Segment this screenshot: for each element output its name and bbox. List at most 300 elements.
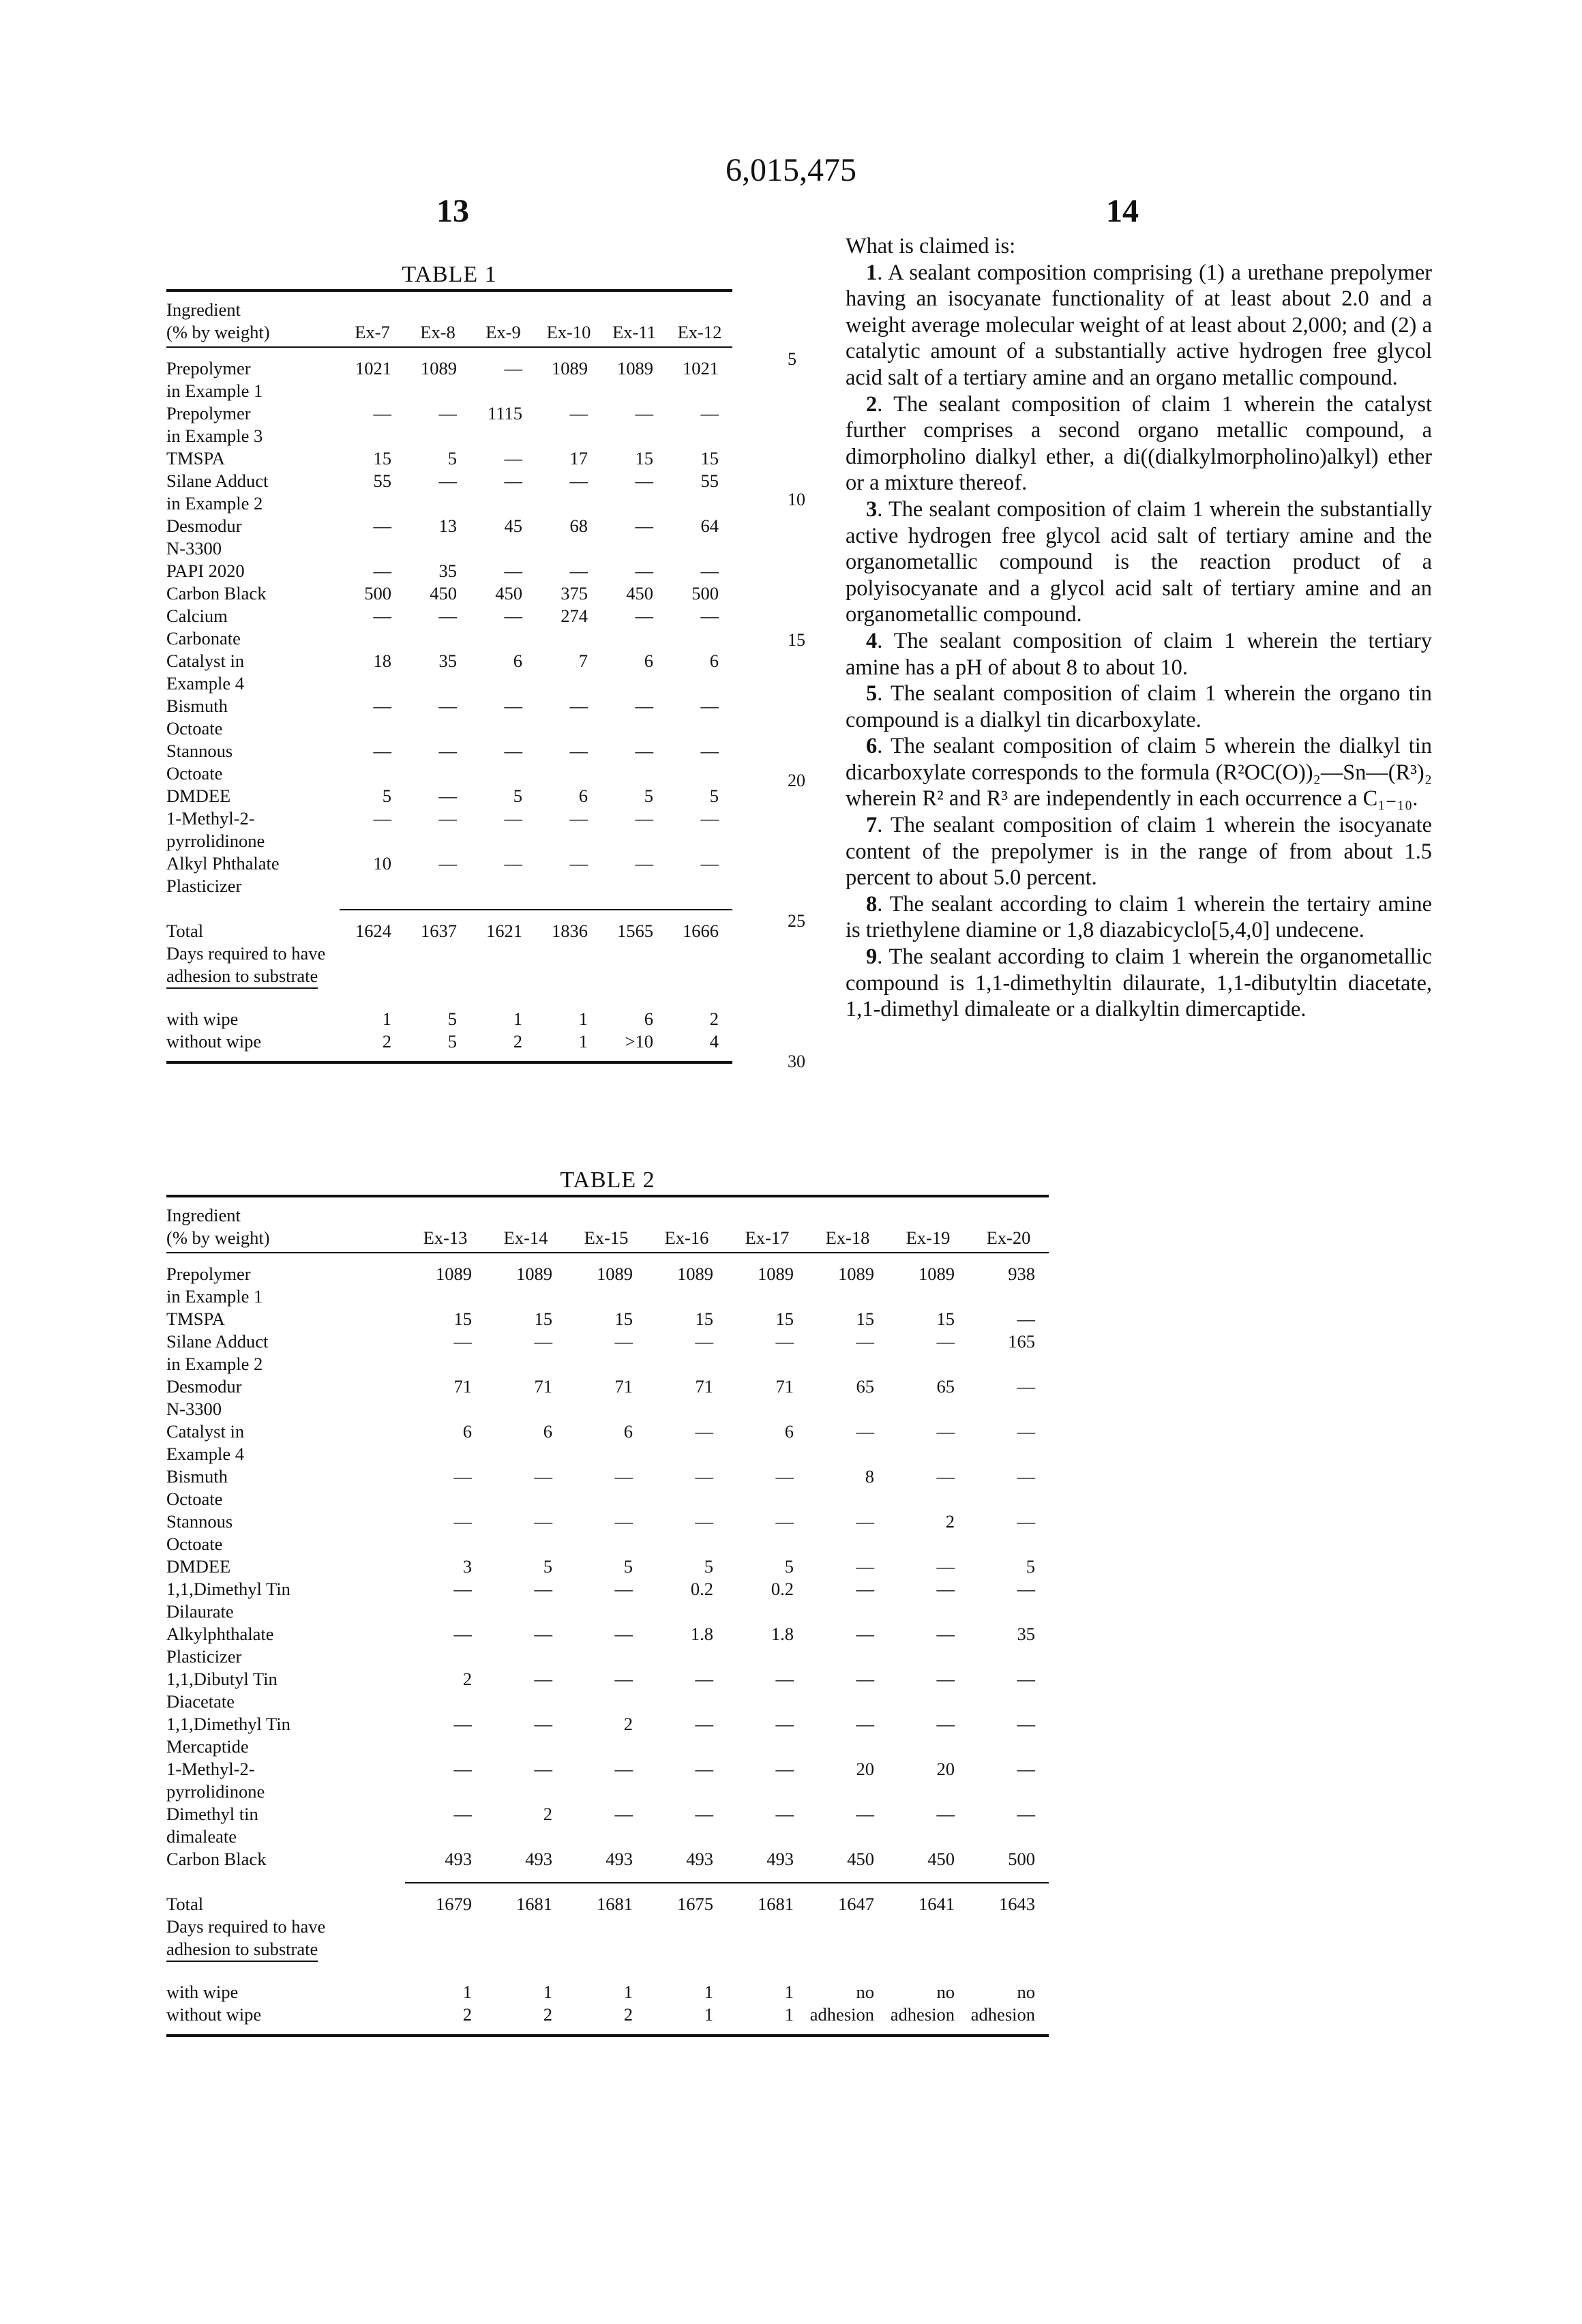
table-cell: — — [888, 1668, 968, 1713]
spacer-row — [166, 1971, 1049, 1981]
claim-separator: . — [877, 392, 893, 417]
wipe-cell: 1 — [646, 2003, 727, 2036]
table-cell: — — [471, 470, 536, 515]
table-cell: — — [536, 402, 601, 447]
wipe-cell: >10 — [601, 1030, 667, 1062]
days-label — [166, 942, 340, 989]
table-cell: — — [405, 470, 471, 515]
table-cell: — — [405, 1465, 486, 1510]
line-number: 5 — [788, 349, 796, 370]
table-cell: 45 — [471, 515, 536, 560]
table-cell: — — [888, 1578, 968, 1623]
table2 — [166, 1195, 1049, 2037]
rule-cell — [601, 897, 667, 910]
claim-text: The sealant according to claim 1 wherein the organometallic compound is 1,1-dimethyltin dilaurate, 1,1-dibutyltin diacetate, 1,1-dimethyl dimaleate or a dialkyltin dimercaptide. — [846, 944, 1432, 1022]
table-cell: 2 — [405, 1668, 486, 1713]
row-label-line: Calcium — [166, 605, 340, 627]
row-label-line: Octoate — [166, 717, 340, 740]
spacer-cell — [166, 1962, 1049, 1971]
page-number-right: 14 — [1106, 192, 1139, 230]
row-label-line: DMDEE — [166, 785, 340, 807]
table-cell: 1089 — [888, 1263, 968, 1308]
row-label — [166, 852, 340, 897]
row-label-line: Dimethyl tin — [166, 1803, 405, 1826]
table-cell: — — [536, 852, 601, 897]
table-cell: — — [968, 1713, 1049, 1758]
spacer-row — [166, 897, 732, 910]
table-cell: — — [727, 1758, 807, 1803]
table-cell: 55 — [667, 470, 732, 515]
claim-text: The sealant composition of claim 1 wherein the catalyst further comprises a second organo metallic compound, a dimorpholino dialkyl ether, a di((dialkylmorpholino)alkyl) ether or a mixture thereof. — [846, 392, 1432, 496]
table-cell: 10 — [340, 852, 405, 897]
rule-cell — [667, 897, 732, 910]
table-cell: — — [968, 1375, 1049, 1420]
row-label-line: Example 4 — [166, 1443, 405, 1465]
table-cell: 938 — [968, 1263, 1049, 1308]
claim — [846, 891, 1432, 944]
table-cell: — — [486, 1668, 566, 1713]
table-cell: 15 — [405, 1308, 486, 1330]
table-cell: 450 — [471, 582, 536, 605]
column-header: Ex-12 — [667, 290, 732, 347]
claim — [846, 496, 1432, 628]
row-label-line: Plasticizer — [166, 1645, 405, 1668]
table-cell: — — [646, 1803, 727, 1848]
table-cell: — — [601, 852, 667, 897]
wipe-cell: 1 — [536, 1030, 601, 1062]
claim — [846, 733, 1432, 812]
wipe-cell: no — [888, 1981, 968, 2003]
row-label-line: TMSPA — [166, 447, 340, 470]
table-cell: 15 — [566, 1308, 646, 1330]
table1 — [166, 289, 732, 1064]
spacer-cell — [166, 1971, 1049, 1981]
patent-number: 6,015,475 — [0, 151, 1582, 189]
row-label-line: 1,1,Dimethyl Tin — [166, 1713, 405, 1735]
row-label — [166, 650, 340, 695]
table-cell: — — [471, 357, 536, 402]
table-cell: 450 — [807, 1848, 888, 1871]
row-label-line: DMDEE — [166, 1555, 405, 1578]
table-cell: 500 — [968, 1848, 1049, 1871]
wipe-cell: 2 — [667, 1008, 732, 1030]
table-cell: — — [807, 1330, 888, 1375]
row-label-line: Alkyl Phthalate — [166, 852, 340, 875]
row-label — [166, 1375, 405, 1420]
empty-cell — [486, 1916, 566, 1962]
table-cell: — — [888, 1330, 968, 1375]
column-header: Ex-18 — [807, 1196, 888, 1253]
claim-separator: . — [877, 944, 889, 969]
table-cell: — — [601, 515, 667, 560]
table-cell: — — [536, 695, 601, 740]
table-cell: — — [405, 785, 471, 807]
row-label-line: 1,1,Dimethyl Tin — [166, 1578, 405, 1600]
row-label-line: Diacetate — [166, 1690, 405, 1713]
spacer-row — [166, 1883, 1049, 1893]
total-label: Total — [166, 920, 340, 942]
table-row — [166, 402, 732, 447]
rule-cell — [888, 1871, 968, 1883]
table-cell: 17 — [536, 447, 601, 470]
total-cell: 1681 — [566, 1893, 646, 1916]
table-cell: — — [646, 1758, 727, 1803]
row-label-line: Desmodur — [166, 1375, 405, 1398]
table-cell: 71 — [646, 1375, 727, 1420]
column-header: Ex-10 — [536, 290, 601, 347]
table-cell: — — [646, 1330, 727, 1375]
table-cell: — — [727, 1465, 807, 1510]
table-cell: 7 — [536, 650, 601, 695]
table-cell: — — [536, 470, 601, 515]
ingredient-header — [166, 290, 340, 347]
spacer-row — [166, 998, 732, 1008]
line-number: 10 — [788, 490, 805, 510]
table-row — [166, 695, 732, 740]
row-label — [166, 1623, 405, 1668]
table-cell: — — [536, 807, 601, 852]
table-cell: 493 — [405, 1848, 486, 1871]
row-label — [166, 1555, 405, 1578]
row-label-line: Plasticizer — [166, 875, 340, 897]
table-cell: — — [667, 402, 732, 447]
claim — [846, 628, 1432, 681]
wipe-cell: 6 — [601, 1008, 667, 1030]
rule-cell — [486, 1871, 566, 1883]
table-row — [166, 582, 732, 605]
table-cell: — — [807, 1623, 888, 1668]
wipe-label: without wipe — [166, 2003, 405, 2036]
table-cell: 20 — [807, 1758, 888, 1803]
spacer-row — [166, 1871, 1049, 1883]
table-cell: 500 — [340, 582, 405, 605]
table-cell: 1089 — [727, 1263, 807, 1308]
empty-cell — [566, 1916, 646, 1962]
claim-text: The sealant composition of claim 1 wherein the tertiary amine has a pH of about 8 to about 10. — [846, 629, 1432, 680]
column-header: Ex-13 — [405, 1196, 486, 1253]
empty-cell — [667, 942, 732, 989]
row-label-line: Prepolymer — [166, 357, 340, 380]
table-cell: 5 — [667, 785, 732, 807]
table-cell: 15 — [888, 1308, 968, 1330]
row-label-line: TMSPA — [166, 1308, 405, 1330]
row-label-line: Bismuth — [166, 1465, 405, 1488]
spacer-cell — [166, 897, 340, 910]
empty-cell — [888, 1916, 968, 1962]
rule-cell — [807, 1871, 888, 1883]
claim-number: 5 — [866, 681, 877, 706]
table-row — [166, 785, 732, 807]
spacer-row — [166, 989, 732, 998]
table-cell: 5 — [405, 447, 471, 470]
total-cell: 1624 — [340, 920, 405, 942]
row-label-line: 1,1,Dibutyl Tin — [166, 1668, 405, 1690]
empty-cell — [536, 942, 601, 989]
table-cell: 6 — [471, 650, 536, 695]
table-row — [166, 1465, 1049, 1510]
row-label-line: in Example 3 — [166, 425, 340, 447]
wipe-label: without wipe — [166, 1030, 340, 1062]
table-cell: 1089 — [646, 1263, 727, 1308]
row-label — [166, 447, 340, 470]
table-row — [166, 1848, 1049, 1871]
rule-cell — [471, 897, 536, 910]
table-cell: — — [566, 1668, 646, 1713]
table-cell: 5 — [566, 1555, 646, 1578]
wipe-cell: 1 — [486, 1981, 566, 2003]
claims-section — [846, 233, 1432, 1023]
row-label-line: Alkylphthalate — [166, 1623, 405, 1645]
table-cell: — — [471, 852, 536, 897]
table-cell: 71 — [486, 1375, 566, 1420]
row-label-line: Silane Adduct — [166, 1330, 405, 1353]
table-cell: 5 — [968, 1555, 1049, 1578]
table-cell: 1115 — [471, 402, 536, 447]
table-cell: — — [405, 605, 471, 650]
table-cell: — — [807, 1420, 888, 1465]
table-cell: 15 — [601, 447, 667, 470]
table-row — [166, 357, 732, 402]
table-row — [166, 605, 732, 650]
total-row — [166, 920, 732, 942]
row-label — [166, 1330, 405, 1375]
wipe-cell: 1 — [471, 1008, 536, 1030]
table-cell: 5 — [486, 1555, 566, 1578]
table-cell: — — [405, 1803, 486, 1848]
total-cell: 1565 — [601, 920, 667, 942]
table-cell: — — [601, 807, 667, 852]
wipe-cell: 2 — [471, 1030, 536, 1062]
table-cell: — — [807, 1578, 888, 1623]
table-cell: — — [807, 1668, 888, 1713]
table-cell: — — [340, 740, 405, 785]
without-wipe-row — [166, 1030, 732, 1062]
claim-separator: . — [877, 497, 889, 522]
table-cell: 1021 — [340, 357, 405, 402]
table-cell: — — [727, 1510, 807, 1555]
table-cell: — — [566, 1623, 646, 1668]
table-cell: — — [601, 560, 667, 582]
column-header: Ex-17 — [727, 1196, 807, 1253]
row-label — [166, 515, 340, 560]
table-cell: 6 — [601, 650, 667, 695]
wipe-cell: 1 — [566, 1981, 646, 2003]
total-cell: 1675 — [646, 1893, 727, 1916]
table-cell: — — [968, 1420, 1049, 1465]
table-cell: — — [888, 1623, 968, 1668]
table-cell: 6 — [566, 1420, 646, 1465]
table-cell: 64 — [667, 515, 732, 560]
table-cell: 15 — [807, 1308, 888, 1330]
rule-cell — [405, 1871, 486, 1883]
row-label — [166, 1420, 405, 1465]
row-label-line: in Example 1 — [166, 1285, 405, 1308]
table-cell: 18 — [340, 650, 405, 695]
table-row — [166, 807, 732, 852]
wipe-cell: 2 — [486, 2003, 566, 2036]
table-cell: — — [601, 402, 667, 447]
row-label-line: 1-Methyl-2- — [166, 807, 340, 830]
table-cell: — — [888, 1420, 968, 1465]
rule-cell — [405, 897, 471, 910]
wipe-cell: 1 — [536, 1008, 601, 1030]
claim-number: 9 — [866, 944, 877, 969]
table-cell: 8 — [807, 1465, 888, 1510]
column-header: Ex-20 — [968, 1196, 1049, 1253]
table-cell: 274 — [536, 605, 601, 650]
spacer-row — [166, 910, 732, 920]
empty-cell — [340, 942, 405, 989]
table-cell: 15 — [727, 1308, 807, 1330]
row-label-line: Octoate — [166, 762, 340, 785]
table-cell: 493 — [566, 1848, 646, 1871]
ingredient-header-line: (% by weight) — [166, 1227, 405, 1249]
rule-cell — [536, 897, 601, 910]
table-row — [166, 1623, 1049, 1668]
line-number: 20 — [788, 771, 805, 791]
days-label-row — [166, 1916, 1049, 1962]
table-cell: — — [340, 560, 405, 582]
table-row — [166, 1375, 1049, 1420]
table-row — [166, 1555, 1049, 1578]
column-header: Ex-15 — [566, 1196, 646, 1253]
table-cell: 6 — [727, 1420, 807, 1465]
table-cell: — — [405, 695, 471, 740]
row-label-line: in Example 2 — [166, 1353, 405, 1375]
table-cell: — — [471, 447, 536, 470]
table-cell: — — [667, 605, 732, 650]
column-header: Ex-14 — [486, 1196, 566, 1253]
table-cell: — — [888, 1803, 968, 1848]
table-row — [166, 1668, 1049, 1713]
table-cell: — — [405, 1510, 486, 1555]
row-label — [166, 470, 340, 515]
table-cell: — — [405, 1713, 486, 1758]
column-header: Ex-19 — [888, 1196, 968, 1253]
table-cell: — — [601, 695, 667, 740]
days-label-line: Days required to have — [166, 942, 340, 965]
table-cell: 493 — [486, 1848, 566, 1871]
table-cell: 71 — [566, 1375, 646, 1420]
table-cell: — — [646, 1668, 727, 1713]
line-number: 30 — [788, 1052, 805, 1072]
row-label-line: Carbon Black — [166, 582, 340, 605]
row-label-line: pyrrolidinone — [166, 830, 340, 852]
table-cell: — — [968, 1510, 1049, 1555]
table-cell: — — [340, 515, 405, 560]
row-label-line: Prepolymer — [166, 402, 340, 425]
table-cell: 6 — [667, 650, 732, 695]
table-cell: 165 — [968, 1330, 1049, 1375]
table-cell: 493 — [727, 1848, 807, 1871]
table-cell: — — [566, 1330, 646, 1375]
table-cell: 5 — [471, 785, 536, 807]
wipe-cell: adhesion — [968, 2003, 1049, 2036]
table-cell: 35 — [405, 650, 471, 695]
table-cell: 20 — [888, 1758, 968, 1803]
table-cell: — — [807, 1555, 888, 1578]
table-cell: 2 — [486, 1803, 566, 1848]
row-label — [166, 1758, 405, 1803]
row-label — [166, 402, 340, 447]
spacer-row — [166, 1962, 1049, 1971]
claim-separator: . — [877, 260, 888, 285]
wipe-cell: 1 — [646, 1981, 727, 2003]
table-row — [166, 470, 732, 515]
row-label-line: Carbonate — [166, 627, 340, 650]
ingredient-header-line: Ingredient — [166, 1204, 405, 1227]
table-cell: — — [601, 740, 667, 785]
table-cell: — — [667, 852, 732, 897]
without-wipe-row — [166, 2003, 1049, 2036]
rule-cell — [340, 897, 405, 910]
table-cell: 35 — [968, 1623, 1049, 1668]
table-cell: 5 — [340, 785, 405, 807]
row-label-line: Bismuth — [166, 695, 340, 717]
total-cell: 1681 — [486, 1893, 566, 1916]
row-label-line: Stannous — [166, 740, 340, 762]
page-number-left: 13 — [436, 192, 469, 230]
row-label-line: Dilaurate — [166, 1600, 405, 1623]
column-header: Ex-8 — [405, 290, 471, 347]
table-cell: 5 — [646, 1555, 727, 1578]
total-row — [166, 1893, 1049, 1916]
table-row — [166, 852, 732, 897]
row-label — [166, 740, 340, 785]
row-label — [166, 785, 340, 807]
row-label — [166, 1308, 405, 1330]
row-label — [166, 1713, 405, 1758]
row-label — [166, 1848, 405, 1871]
row-label — [166, 605, 340, 650]
table-cell: 1089 — [405, 1263, 486, 1308]
table-cell: — — [968, 1668, 1049, 1713]
table-cell: — — [667, 807, 732, 852]
claim — [846, 944, 1432, 1023]
table-cell: — — [405, 1578, 486, 1623]
table-cell: — — [405, 1758, 486, 1803]
ingredient-header — [166, 1196, 405, 1253]
table-cell: — — [968, 1308, 1049, 1330]
row-label-line: N-3300 — [166, 537, 340, 560]
empty-cell — [471, 942, 536, 989]
claim-number: 8 — [866, 892, 877, 917]
claim-number: 4 — [866, 629, 877, 653]
table-row — [166, 1308, 1049, 1330]
table-cell: — — [471, 560, 536, 582]
claim-number: 1 — [866, 260, 877, 285]
table-cell: — — [888, 1555, 968, 1578]
spacer-cell — [166, 347, 732, 357]
spacer-cell — [166, 998, 732, 1008]
table-cell: — — [968, 1758, 1049, 1803]
table-row — [166, 650, 732, 695]
table-cell: — — [340, 402, 405, 447]
spacer-row — [166, 347, 732, 357]
total-cell: 1679 — [405, 1893, 486, 1916]
days-label — [166, 1916, 405, 1962]
ingredient-header-line: (% by weight) — [166, 321, 340, 344]
days-label-line: Days required to have — [166, 1916, 405, 1938]
row-label-line: Desmodur — [166, 515, 340, 537]
table-cell: — — [471, 695, 536, 740]
wipe-cell: 2 — [405, 2003, 486, 2036]
table-row — [166, 1263, 1049, 1308]
table-cell: — — [471, 605, 536, 650]
total-label: Total — [166, 1893, 405, 1916]
table-cell: — — [405, 740, 471, 785]
row-label-line: Prepolymer — [166, 1263, 405, 1285]
